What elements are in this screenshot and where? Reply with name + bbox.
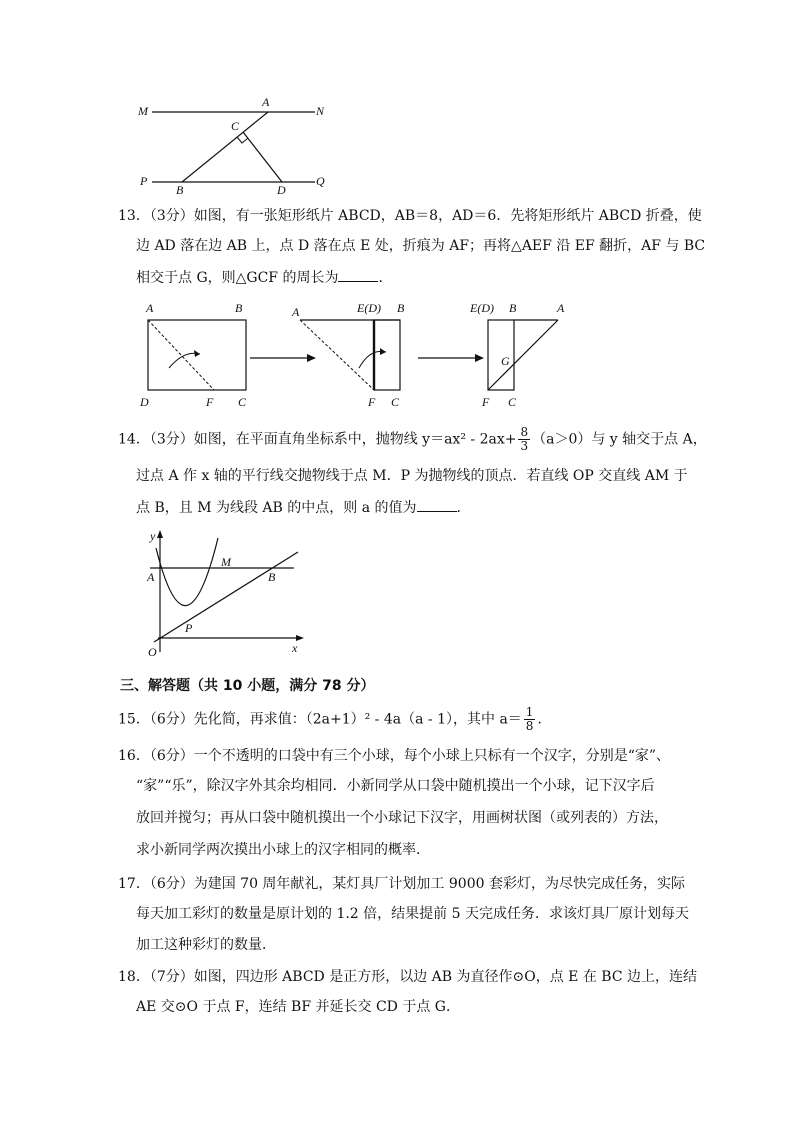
q13-line2: 边 AD 落在边 AB 上，点 D 落在点 E 处，折痕为 AF；再将△AEF 沿 EF 翻折，AF 与 BC xyxy=(136,238,706,254)
q14-line1 xyxy=(118,426,707,453)
p3-label-G: G xyxy=(501,354,510,368)
q14-answer-blank xyxy=(417,497,457,512)
q14-line3 xyxy=(136,497,471,518)
label-A: A xyxy=(147,570,155,584)
p3-label-ED: E(D) xyxy=(470,301,494,315)
q14-line1-text: 14．（3分）如图，在平面直角坐标系中，抛物线 y＝ax² - 2ax+ xyxy=(118,431,517,448)
q15-fraction xyxy=(524,706,536,733)
q14-line3-end: ． xyxy=(456,500,471,516)
p2-label-A: A xyxy=(292,305,300,319)
q16-line3: 放回并搅匀；再从口袋中随机摸出一个小球记下汉字，用画树状图（或列表的）方法， xyxy=(136,810,668,826)
q18-line2: AE 交⊙O 于点 F，连结 BF 并延长交 CD 于点 G． xyxy=(136,999,460,1015)
label-C: C xyxy=(231,119,240,133)
q18-line1: 18．（7分）如图，四边形 ABCD 是正方形，以边 AB 为直径作⊙O，点 E 在 BC 边上，连结 xyxy=(118,969,698,985)
q15-line xyxy=(118,706,551,733)
label-Q: Q xyxy=(316,174,325,188)
q14-frac-den: 3 xyxy=(520,439,529,453)
axis-label-x: x xyxy=(292,641,298,655)
figure-q13-folding xyxy=(134,298,574,413)
p2-label-F: F xyxy=(368,395,376,409)
label-B: B xyxy=(268,570,276,584)
section-heading: 三、解答题（共 10 小题，满分 78 分） xyxy=(120,678,375,694)
q16-line4: 求小新同学两次摸出小球上的汉字相同的概率． xyxy=(136,842,430,858)
p1-label-D: D xyxy=(140,395,149,409)
p2-label-B: B xyxy=(397,301,405,315)
p3-label-F: F xyxy=(482,395,490,409)
p3-label-C: C xyxy=(508,395,517,409)
label-P: P xyxy=(185,621,193,635)
q13-line3 xyxy=(136,267,392,288)
label-M: M xyxy=(221,555,231,569)
q17-line2: 每天加工彩灯的数量是原计划的 1.2 倍，结果提前 5 天完成任务．求该灯具厂原计划每天 xyxy=(136,906,689,922)
label-N: N xyxy=(316,104,325,118)
p3-label-A: A xyxy=(557,301,565,315)
q14-line2: 过点 A 作 x 轴的平行线交抛物线于点 M．P 为抛物线的顶点．若直线 OP 交直线 AM 于 xyxy=(136,468,688,484)
q14-fraction xyxy=(518,426,530,453)
figure-parallel-lines xyxy=(130,92,340,197)
axis-label-y: y xyxy=(150,529,156,543)
label-M: M xyxy=(138,104,148,118)
label-O: O xyxy=(148,645,157,659)
q13-line1: 13．（3分）如图，有一张矩形纸片 ABCD，AB＝8，AD＝6．先将矩形纸片 ABCD 折叠，使 xyxy=(118,208,702,224)
q14-line3-text: 点 B，且 M 为线段 AB 的中点，则 a 的值为 xyxy=(136,500,417,516)
q15-end: ． xyxy=(537,711,552,728)
p2-label-C: C xyxy=(391,395,400,409)
p2-label-ED: E(D) xyxy=(357,301,381,315)
p1-label-B: B xyxy=(235,301,243,315)
q13-line3-text: 相交于点 G，则△GCF 的周长为 xyxy=(136,270,339,286)
label-B: B xyxy=(176,183,184,197)
p1-label-A: A xyxy=(146,301,154,315)
label-A: A xyxy=(262,95,270,109)
p1-label-C: C xyxy=(238,395,247,409)
q15-frac-num: 1 xyxy=(525,705,534,719)
q13-answer-blank xyxy=(338,267,378,282)
label-D: D xyxy=(277,183,286,197)
p1-label-F: F xyxy=(206,395,214,409)
q16-line2: “家”“乐”，除汉字外其余均相同．小新同学从口袋中随机摸出一个小球，记下汉字后 xyxy=(136,778,655,794)
figure-q14-parabola xyxy=(140,526,310,661)
q14-frac-num: 8 xyxy=(520,425,529,439)
p3-label-B: B xyxy=(509,301,517,315)
q17-line3: 加工这种彩灯的数量． xyxy=(136,937,276,953)
label-P: P xyxy=(140,174,148,188)
q15-text: 15．（6分）先化简，再求值：（2a+1）² - 4a（a - 1），其中 a＝ xyxy=(118,711,522,728)
q13-line3-end: ． xyxy=(378,270,393,286)
q17-line1: 17．（6分）为建国 70 周年献礼，某灯具厂计划加工 9000 套彩灯，为尽快完成任务，实际 xyxy=(118,876,685,892)
q14-line1-end: （a＞0）与 y 轴交于点 A， xyxy=(532,431,707,448)
q15-frac-den: 8 xyxy=(525,719,534,733)
q16-line1: 16．（6分）一个不透明的口袋中有三个小球，每个小球上只标有一个汉字，分别是“家”、 xyxy=(118,748,671,764)
